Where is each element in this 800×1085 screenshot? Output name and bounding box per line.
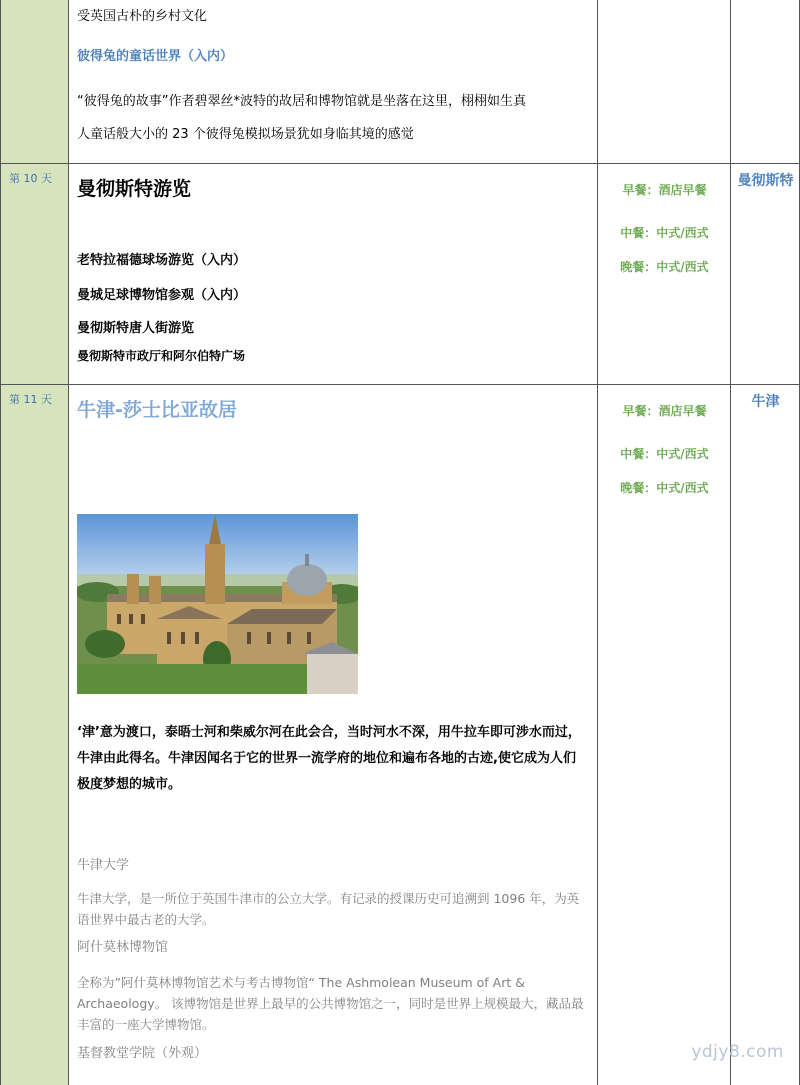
day-title: 曼彻斯特游览 — [77, 178, 192, 200]
day-cell — [0, 164, 69, 384]
table-row — [0, 0, 800, 164]
section-title: 阿什莫林博物馆 — [77, 940, 169, 955]
body-text: “彼得兔的故事”作者碧翠丝*波特的故居和博物馆就是坐落在这里，栩栩如生真 — [77, 94, 526, 109]
table-row — [0, 385, 800, 1085]
oxford-intro: ‘津’意为渡口，泰晤士河和柴威尔河在此会合，当时河水不深，用牛拉车即可涉水而过，牛津由此得名。牛津因闻名于它的世界一流学府的地位和遍布各地的古迹,使它成为人们极度梦想的城市。 — [77, 725, 581, 792]
breakfast-label: 早餐：酒店早餐 — [622, 404, 707, 418]
city-cell — [731, 164, 800, 384]
day-label: 第 11 天 — [9, 393, 52, 406]
city-label: 曼彻斯特 — [737, 173, 794, 189]
itinerary-item: 曼彻斯特市政厅和阿尔伯特广场 — [77, 349, 246, 363]
dinner-label: 晚餐：中式/西式 — [620, 260, 709, 274]
day-cell — [0, 385, 69, 1085]
city-cell — [731, 385, 800, 1085]
dinner-label: 晚餐：中式/西式 — [620, 481, 709, 495]
lunch-label: 中餐：中式/西式 — [620, 226, 709, 240]
table-row — [0, 164, 800, 385]
section-text: 牛津大学，是一所位于英国牛津市的公立大学。有记录的授课历史可追溯到 1096 年，为英语世界中最古老的大学。 — [77, 891, 580, 927]
breakfast-label: 早餐：酒店早餐 — [622, 183, 707, 197]
city-cell — [731, 0, 800, 163]
itinerary-item: 老特拉福德球场游览（入内） — [77, 253, 247, 268]
body-text: 受英国古朴的乡村文化 — [77, 9, 208, 24]
oxford-photo — [77, 514, 358, 694]
meal-cell — [598, 0, 731, 163]
attraction-title: 彼得兔的童话世界（入内） — [77, 49, 234, 64]
itinerary-cell — [69, 385, 598, 1085]
itinerary-cell — [69, 164, 598, 384]
section-title: 牛津大学 — [77, 858, 130, 873]
meal-cell — [598, 385, 731, 1085]
city-label: 牛津 — [751, 394, 780, 410]
section-text: 全称为”阿什莫林博物馆艺术与考古博物馆“ The Ashmolean Museum of Art & Archaeology。 该博物馆是世界上最早的公共博物馆之一，同时是世界上规模最大，藏品最丰富的一座大学博物馆。 — [77, 975, 584, 1032]
itinerary-item: 曼城足球博物馆参观（入内） — [77, 288, 247, 303]
section-title: 基督教堂学院（外观） — [77, 1046, 208, 1061]
day-title: 牛津-莎士比亚故居 — [77, 399, 237, 421]
itinerary-item: 曼彻斯特唐人街游览 — [77, 321, 195, 336]
itinerary-cell — [69, 0, 598, 163]
body-text: 人童话般大小的 23 个彼得兔模拟场景犹如身临其境的感觉 — [77, 127, 414, 142]
meal-cell — [598, 164, 731, 384]
day-label: 第 10 天 — [9, 172, 52, 185]
watermark: ydjy8.com — [691, 1042, 784, 1062]
lunch-label: 中餐：中式/西式 — [620, 447, 709, 461]
day-cell — [0, 0, 69, 163]
